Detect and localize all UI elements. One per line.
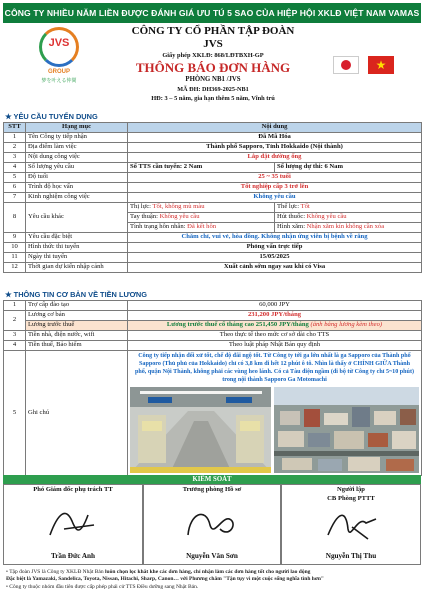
note-cell [128,351,422,476]
row-value: Lương trước thuế cố tháng cao 251,450 JPY/tháng (ảnh bảng lương kèm theo) [128,321,422,331]
row-stt: 10 [4,243,26,253]
table-row [4,133,422,143]
row-value: Theo thực tế theo mức cơ sở dài cho TTS [128,331,422,341]
row-stt: 2 [4,311,26,331]
table-row [4,311,422,321]
row-label: Hình thức thi tuyển [26,243,128,253]
row-label: Số lượng yêu cầu [26,163,128,173]
row-label: Yêu cầu đặc biệt [26,233,128,243]
city-aerial-photo [274,387,419,473]
header-item: Hạng mục [26,123,128,133]
header-center [123,25,303,104]
signature-col-author [281,484,421,565]
sub-cell: Hình xăm: Nhận xăm kín không cần xóa [275,223,422,233]
order-code: MÃ ĐH: DH369-2025-NB1 [177,86,249,93]
row-stt: 11 [4,253,26,263]
signature-name: Trần Đức Anh [50,552,96,560]
row-value: Theo luật pháp Nhật Bản quy định [128,341,422,351]
contract-term: HĐ: 3 – 5 năm, gia hạn thêm 5 năm, Vĩnh trú [151,95,275,102]
table-row [4,163,422,173]
signature-title: Phó Giám đốc phụ trách TT [33,486,113,493]
row-stt: 4 [4,341,26,351]
table-row [4,253,422,263]
footer-line-1: • Tập đoàn JVS là Công ty XKLĐ Nhật Bản luôn chọn lọc khắt khe các đơn hàng, chỉ nhận làm các đơn hàng tốt cho người lao động [6,569,311,575]
row-value-a: Số TTS cần tuyển: 2 Nam [128,163,275,173]
table-row [4,233,422,243]
row-label: Độ tuổi [26,173,128,183]
subway-photo [130,387,271,473]
table-row [4,193,422,203]
table-row [4,143,422,153]
footer-notes [6,569,418,591]
row-value: Chăm chỉ, vui vẻ, hòa đồng. Không nhận ứng viên bị bệnh về răng [128,233,422,243]
row-stt: 8 [4,203,26,233]
header-stt: STT [4,123,26,133]
row-value: 25 ~ 35 tuổi [128,173,422,183]
signature-name: Nguyễn Văn Sơn [186,552,238,560]
note-text: Công ty tiếp nhận đối xử tốt, chế độ đãi ngộ tốt. Từ Công ty tới ga lớn nhất là ga Sapporo của Thành phố Sapporo (Thủ phủ của Hokkaido) chỉ có 3,8 km đi hết 12 phút ô tô. Nhìn là thấy ở CHÍNH GIỮA Thành phố, quận Nội Thành, không phải các vùng heo lánh. Có cả Tàu điện ngầm (đi bộ từ Công ty chỉ 5~10 phút) trong nội thành Sapporo Ga Motomachi [134,353,415,383]
row-label: Thời gian dự kiến nhập cảnh [26,263,128,273]
signature-mark-icon [44,501,104,549]
notice-title: THÔNG BÁO ĐƠN HÀNG [135,60,291,75]
row-label: Kinh nghiệm công việc [26,193,128,203]
row-label: Địa điểm làm việc [26,143,128,153]
table-row [4,341,422,351]
sub-cell: Tay thuận: Không yêu cầu [128,213,275,223]
company-logo [35,25,83,89]
row-label: Trình độ học vấn [26,183,128,193]
signature-subtitle: CB Phòng PTTT [327,495,375,502]
signature-title: Người lập [337,486,365,493]
row-value-b: Số lượng dự thi: 6 Nam [275,163,422,173]
recruitment-table [3,122,422,273]
logo-text: JVS [48,37,70,49]
row-label: Yêu cầu khác [26,203,128,233]
row-label: Lương trước thuế [26,321,128,331]
row-value: 15/05/2025 [128,253,422,263]
signature-title: Trưởng phòng Hồ sơ [182,486,242,493]
row-stt: 5 [4,173,26,183]
row-stt: 7 [4,193,26,203]
row-stt: 5 [4,351,26,476]
row-stt: 3 [4,331,26,341]
license-number: Giấy phép XKLĐ: 868/LĐTBXH-GP [162,52,264,59]
footer-line-3: • Công ty thuộc nhóm đầu tiên được cấp phép phái cử TTS Điều dưỡng sang Nhật Bản. [6,583,199,590]
header-content: Nội dung [128,123,422,133]
sub-cell: Tình trạng hôn nhân: Đã kết hôn [128,223,275,233]
table-row [4,183,422,193]
vietnam-flag-icon: ★ [368,56,394,74]
row-value: 231,200 JPY/tháng [128,311,422,321]
department: PHÒNG NB1 /JVS [185,76,241,83]
row-value: Lắp đặt đường ống [128,153,422,163]
row-stt: 9 [4,233,26,243]
row-stt: 4 [4,163,26,173]
sub-cell: Hút thuốc: Không yêu cầu [275,213,422,223]
salary-table [3,300,422,476]
row-value: Đã Mã Hóa [128,133,422,143]
section-recruitment-title: ★ YÊU CẦU TUYỂN DỤNG [5,112,98,121]
signature-block [3,475,421,565]
table-row [4,203,422,213]
signature-mark-icon [322,505,382,549]
sub-cell: Thị lực: Tốt, không mù màu [128,203,275,213]
table-row [4,263,422,273]
row-label: Tiền thuế, Bảo hiểm [26,341,128,351]
signature-col-records [143,484,281,565]
row-stt: 12 [4,263,26,273]
top-banner: CÔNG TY NHIỀU NĂM LIỀN ĐƯỢC ĐÁNH GIÁ ƯU TÚ 5 SAO CỦA HIỆP HỘI XKLĐ VIỆT NAM VAMAS [3,3,421,23]
table-row [4,173,422,183]
logo-sub2: 梦を叶える仲間 [41,78,77,84]
row-label: Tên Công ty tiếp nhận [26,133,128,143]
sub-cell: Thể lực: Tốt [275,203,422,213]
row-value: Thành phố Sapporo, Tỉnh Hokkaido (Nội thành) [128,143,422,153]
row-value: Xuất cảnh sớm ngay sau khi có Visa [128,263,422,273]
table-row [4,301,422,311]
japan-flag-icon [333,56,359,74]
photo-strip [130,385,419,475]
table-row [4,331,422,341]
section-salary-title: ★ THÔNG TIN CƠ BẢN VỀ TIỀN LƯƠNG [5,290,147,299]
table-row [4,351,422,476]
row-label: Ngày thi tuyển [26,253,128,263]
table-header-row [4,123,422,133]
row-value: Tốt nghiệp cấp 3 trở lên [128,183,422,193]
table-row [4,153,422,163]
row-value: Phỏng vấn trực tiếp [128,243,422,253]
row-stt: 1 [4,301,26,311]
row-stt: 6 [4,183,26,193]
row-label: Nội dung công việc [26,153,128,163]
row-label: Tiền nhà, điện nước, wifi [26,331,128,341]
signature-name: Nguyễn Thị Thu [325,552,377,560]
row-stt: 3 [4,153,26,163]
signature-mark-icon [180,499,246,549]
footer-line-2: Đặc biệt là Yamazaki, Sandelica, Toyota, Nissan, Hitachi, Sharp, Canon… với Phương châm "Tận tụy vì một cuộc sống nghĩa tình hơn" [6,576,324,583]
row-stt: 1 [4,133,26,143]
logo-sub1: GROUP [47,69,70,75]
header [3,25,421,111]
control-header: KIỂM SOÁT [3,475,421,484]
signature-col-director [3,484,143,565]
row-label: Trợ cấp đào tạo [26,301,128,311]
row-stt: 2 [4,143,26,153]
row-label: Ghi chú [26,351,128,476]
row-value: 60,000 JPY [128,301,422,311]
row-value: Không yêu cầu [128,193,422,203]
row-label: Lương cơ bản [26,311,128,321]
company-name: CÔNG TY CỔ PHẦN TẬP ĐOÀN JVS [131,25,295,50]
table-row [4,321,422,331]
table-row [4,243,422,253]
